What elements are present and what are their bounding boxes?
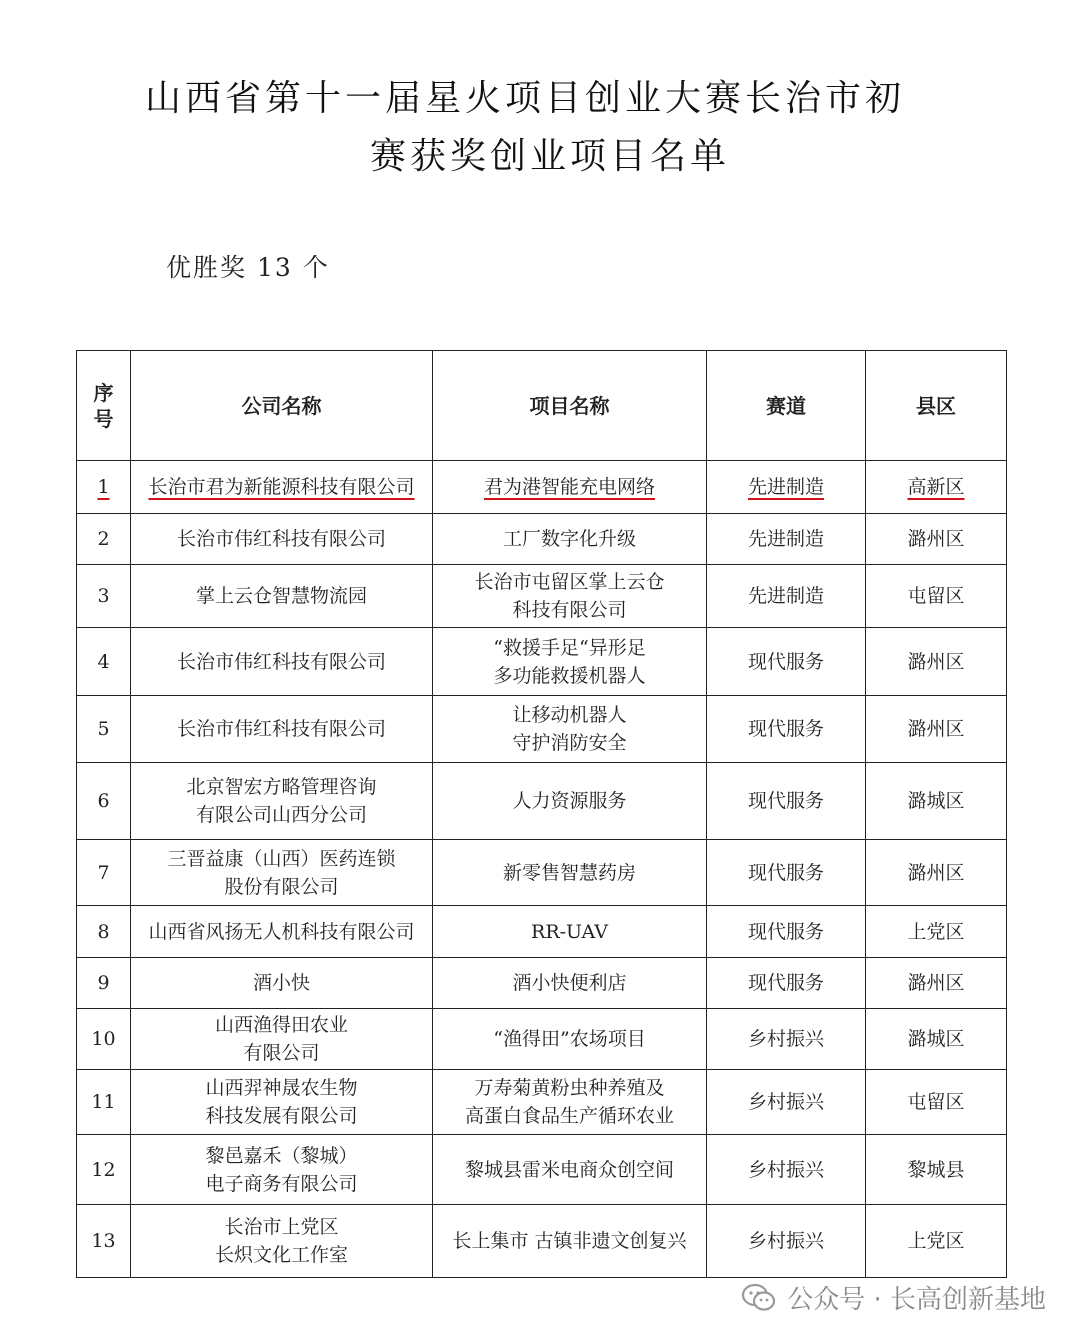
cell-company [131, 565, 433, 628]
cell-project-text: RR-UAV [531, 920, 608, 943]
cell-company [131, 1205, 433, 1278]
cell-no-text: 8 [97, 920, 110, 943]
cell-company [131, 763, 433, 840]
table-row [77, 565, 1007, 628]
cell-project [433, 1009, 707, 1070]
cell-project-text: “渔得田”农场项目 [493, 1028, 646, 1050]
header-company: 公司名称 [131, 351, 433, 461]
cell-district [866, 1135, 1007, 1205]
watermark [741, 1279, 1046, 1316]
table-row [77, 1205, 1007, 1278]
table-row [77, 514, 1007, 565]
cell-district-text: 黎城县 [907, 1158, 965, 1181]
cell-project [433, 1070, 707, 1135]
cell-project-text: 长治市屯留区掌上云仓 科技有限公司 [474, 571, 665, 621]
table-row [77, 840, 1007, 906]
cell-no [77, 906, 131, 958]
cell-no [77, 763, 131, 840]
cell-project-text: 万寿菊黄粉虫种养殖及 高蛋白食品生产循环农业 [464, 1077, 674, 1127]
cell-track-text: 现代服务 [747, 861, 824, 884]
cell-project [433, 461, 707, 514]
cell-company [131, 696, 433, 763]
cell-track-text: 现代服务 [747, 920, 824, 943]
cell-no-text: 13 [91, 1230, 116, 1252]
cell-project-text: 新零售智慧药房 [502, 861, 636, 884]
cell-project-text: 黎城县雷米电商众创空间 [464, 1158, 674, 1181]
wechat-icon [741, 1283, 777, 1313]
cell-company-text: 长治市伟红科技有限公司 [176, 718, 386, 740]
cell-no [77, 628, 131, 696]
cell-track [707, 1205, 866, 1278]
cell-track [707, 906, 866, 958]
cell-no-text: 11 [91, 1091, 116, 1113]
cell-no-text: 7 [97, 861, 110, 884]
cell-company-text: 三晋益康（山西）医药连锁 股份有限公司 [167, 847, 396, 898]
cell-company [131, 958, 433, 1009]
cell-district-text: 上党区 [907, 1230, 965, 1252]
cell-project-text: 工厂数字化升级 [502, 528, 636, 550]
cell-no-text: 10 [91, 1028, 116, 1050]
cell-company [131, 906, 433, 958]
cell-district-text: 上党区 [907, 920, 965, 943]
cell-track [707, 565, 866, 628]
cell-district [866, 763, 1007, 840]
cell-district-text: 屯留区 [907, 1091, 965, 1113]
cell-district-text: 潞城区 [907, 790, 965, 812]
cell-company [131, 840, 433, 906]
cell-no [77, 840, 131, 906]
table-row [77, 461, 1007, 514]
cell-track [707, 461, 866, 514]
cell-track-text: 现代服务 [747, 650, 824, 673]
cell-track [707, 696, 866, 763]
cell-district [866, 1009, 1007, 1070]
cell-district-text: 潞州区 [907, 972, 965, 994]
cell-track-text: 先进制造 [747, 585, 824, 607]
cell-no-text: 6 [97, 790, 110, 812]
cell-track [707, 958, 866, 1009]
cell-track-text: 现代服务 [747, 718, 824, 740]
cell-track-text: 乡村振兴 [747, 1091, 824, 1113]
header-district: 县区 [866, 351, 1007, 461]
cell-district-text: 屯留区 [907, 585, 965, 607]
cell-no [77, 461, 131, 514]
cell-project [433, 696, 707, 763]
cell-no [77, 565, 131, 628]
award-table [76, 350, 1007, 1278]
cell-project-text: 让移动机器人 守护消防安全 [512, 704, 627, 754]
cell-no [77, 1009, 131, 1070]
cell-project [433, 628, 707, 696]
cell-district [866, 1070, 1007, 1135]
cell-company [131, 461, 433, 514]
cell-project [433, 906, 707, 958]
cell-district-text: 潞州区 [907, 718, 965, 740]
cell-district [866, 906, 1007, 958]
cell-district-text: 潞州区 [907, 528, 965, 550]
cell-track [707, 1009, 866, 1070]
cell-company-text: 北京智宏方略管理咨询 有限公司山西分公司 [186, 776, 377, 826]
cell-district [866, 565, 1007, 628]
cell-track [707, 1135, 866, 1205]
title-line-1: 山西省第十一届星火项目创业大赛长治市初 [144, 78, 905, 119]
cell-track [707, 763, 866, 840]
cell-no-text: 3 [97, 585, 110, 607]
header-project: 项目名称 [433, 351, 707, 461]
cell-project [433, 1135, 707, 1205]
cell-company [131, 1009, 433, 1070]
table-row [77, 958, 1007, 1009]
cell-track [707, 628, 866, 696]
cell-no-text: 9 [97, 972, 110, 994]
cell-project [433, 958, 707, 1009]
table-row [77, 763, 1007, 840]
cell-project [433, 514, 707, 565]
table-row [77, 1009, 1007, 1070]
watermark-text: 公众号 · 长高创新基地 [787, 1285, 1046, 1315]
cell-no-text: 4 [97, 650, 110, 673]
cell-track [707, 514, 866, 565]
cell-project [433, 565, 707, 628]
cell-project-text: 君为港智能充电网络 [483, 476, 655, 498]
cell-track-text: 乡村振兴 [747, 1230, 824, 1252]
cell-company-text: 掌上云仓智慧物流园 [195, 585, 367, 607]
cell-company-text: 长治市伟红科技有限公司 [176, 650, 386, 673]
cell-district [866, 628, 1007, 696]
cell-district [866, 958, 1007, 1009]
cell-no [77, 1135, 131, 1205]
table-row [77, 1135, 1007, 1205]
cell-district-text: 潞州区 [907, 861, 965, 884]
cell-no [77, 1205, 131, 1278]
cell-no-text: 1 [97, 476, 110, 498]
cell-company-text: 长治市上党区 长炽文化工作室 [214, 1216, 348, 1266]
cell-district [866, 514, 1007, 565]
cell-company [131, 1070, 433, 1135]
table-header-row [77, 351, 1007, 461]
cell-no-text: 5 [97, 718, 110, 740]
cell-track [707, 1070, 866, 1135]
cell-district [866, 696, 1007, 763]
cell-no-text: 2 [97, 528, 110, 550]
cell-project [433, 763, 707, 840]
cell-company-text: 山西省风扬无人机科技有限公司 [148, 920, 415, 943]
cell-track [707, 840, 866, 906]
cell-district-text: 高新区 [907, 476, 965, 498]
cell-no [77, 514, 131, 565]
cell-track-text: 先进制造 [747, 476, 824, 498]
cell-no-text: 12 [91, 1158, 116, 1181]
cell-district-text: 潞城区 [907, 1028, 965, 1050]
table-row [77, 628, 1007, 696]
cell-company [131, 628, 433, 696]
cell-project [433, 840, 707, 906]
cell-district [866, 840, 1007, 906]
cell-company-text: 山西羿神晟农生物 科技发展有限公司 [205, 1077, 358, 1127]
cell-track-text: 现代服务 [747, 972, 824, 994]
table-row [77, 696, 1007, 763]
cell-district [866, 461, 1007, 514]
cell-track-text: 先进制造 [747, 528, 824, 550]
cell-project [433, 1205, 707, 1278]
cell-project-text: 酒小快便利店 [512, 972, 627, 994]
cell-project-text: 人力资源服务 [512, 790, 627, 812]
cell-company-text: 长治市伟红科技有限公司 [176, 528, 386, 550]
cell-no [77, 696, 131, 763]
cell-track-text: 乡村振兴 [747, 1028, 824, 1050]
cell-track-text: 乡村振兴 [747, 1158, 824, 1181]
cell-track-text: 现代服务 [747, 790, 824, 812]
cell-company [131, 1135, 433, 1205]
cell-company-text: 山西渔得田农业 有限公司 [214, 1014, 348, 1064]
cell-project-text: 长上集市 古镇非遗文创复兴 [452, 1230, 687, 1252]
cell-project-text: “救援手足“异形足 多功能救援机器人 [493, 636, 646, 687]
cell-company-text: 酒小快 [252, 972, 310, 994]
cell-company-text: 黎邑嘉禾（黎城） 电子商务有限公司 [205, 1144, 358, 1195]
title-line-2: 赛获奖创业项目名单 [369, 136, 730, 177]
cell-no [77, 958, 131, 1009]
award-count-heading: 优胜奖 13 个 [166, 253, 330, 282]
cell-no [77, 1070, 131, 1135]
header-track: 赛道 [707, 351, 866, 461]
cell-company-text: 长治市君为新能源科技有限公司 [148, 476, 415, 498]
document-title [0, 70, 1080, 186]
cell-company [131, 514, 433, 565]
table-row [77, 906, 1007, 958]
table-row [77, 1070, 1007, 1135]
header-seq: 序 号 [77, 351, 131, 461]
cell-district-text: 潞州区 [907, 650, 965, 673]
cell-district [866, 1205, 1007, 1278]
